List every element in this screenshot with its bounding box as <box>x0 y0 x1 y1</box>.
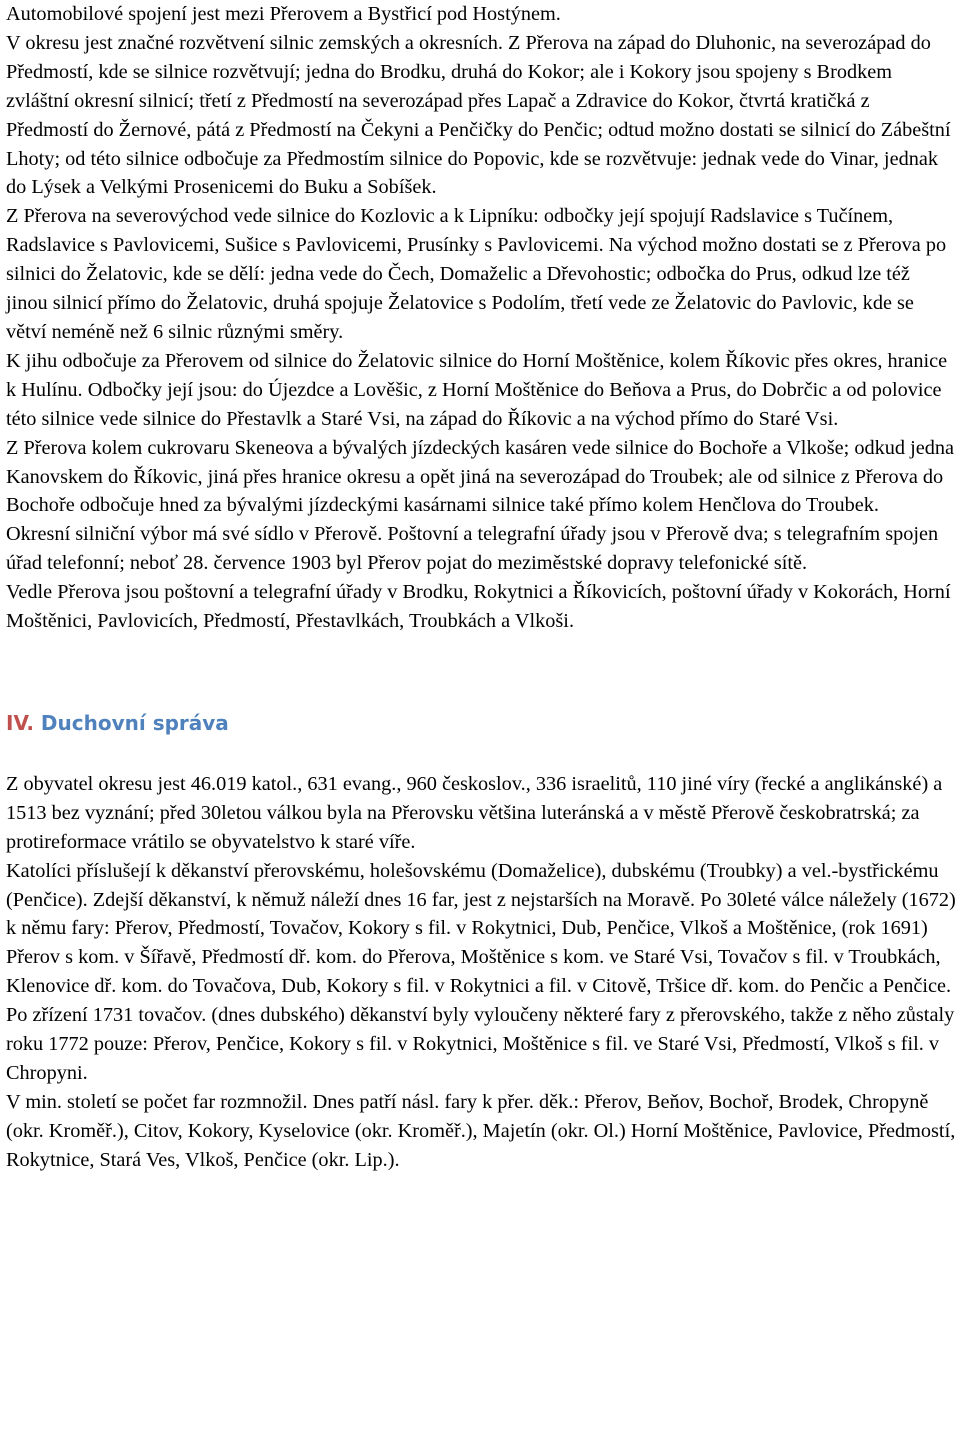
section-heading <box>6 709 956 737</box>
paragraph-deaneries: Katolíci příslušejí k děkanství přerovskému, holešovskému (Domaželice), dubskému (Troubky) a vel.-bystřickému (Penčice). Zdejší děkanství, k němuž náleží dnes 16 far, jest z nejstarších na Moravě. Po 30leté válce náležely (1672) k němu fary: Přerov, Předmostí, Tovačov, Kokory s fil. v Rokytnici, Dub, Penčice, Vlkoš a Moštěnice, (rok 1691) Přerov s kom. v Šířavě, Předmostí dř. kom. do Přerova, Moštěnice s kom. ve Staré Vsi, Tovačov s fil. v Troubkách, Klenovice dř. kom. do Tovačova, Dub, Kokory s fil. v Rokytnici a fil. v Citově, Tršice dř. kom. do Penčic a Penčice. Po zřízení 1731 tovačov. (dnes dubského) děkanství byly vyloučeny některé fary z přerovského, takže z něho zůstaly roku 1772 pouze: Přerov, Penčice, Kokory s fil. v Rokytnici, Moštěnice s fil. ve Staré Vsi, Předmostí, Vlkoš s fil. v Chropyni. <box>6 859 956 1084</box>
paragraph-automobile-connection: Automobilové spojení jest mezi Přerovem a Bystřicí pod Hostýnem. <box>6 3 561 25</box>
paragraph-northeast-roads: Z Přerova na severovýchod vede silnice do Kozlovic a k Lipníku: odbočky její spojují Radslavice s Tučínem, Radslavice s Pavlovicemi, Sušice s Pavlovicemi, Prusínky s Pavlovicemi. Na východ možno dostati se z Přerova po silnici do Želatovic, kde se dělí: jedna vede do Čech, Domaželic a Dřevohostic; odbočka do Prus, odkud lze též jinou silnicí přímo do Želatovic, druhá spojuje Želatovice s Podolím, třetí vede ze Želatovic do Pavlovic, kde se větví neméně než 6 silnic různými směry. <box>6 205 947 343</box>
section-spacer <box>6 636 956 709</box>
section-number: IV. <box>6 710 34 735</box>
paragraph-south-roads: K jihu odbočuje za Přerovem od silnice do Želatovic silnice do Horní Moštěnice, kolem Říkovic přes okres, hranice k Hulínu. Odbočky její jsou: do Újezdce a Lověšic, z Horní Moštěnice do Beňova a Prus, do Dobrčic a od polovice této silnice vede silnice do Přestavlk a Staré Vsi, na západ do Říkovic a na východ přímo do Staré Vsi. <box>6 349 948 430</box>
section-title: Duchovní správa <box>40 710 229 735</box>
paragraph-road-network: V okresu jest značné rozvětvení silnic zemských a okresních. Z Přerova na západ do Dluhonic, na severozápad do Předmostí, kde se silnice rozvětvují; jedna do Brodku, druhá do Kokor; ale i Kokory jsou spojeny s Brodkem zvláštní okresní silnicí; třetí z Předmostí na severozápad přes Lapač a Zdravice do Kokor, čtvrtá kratičká z Předmostí do Žernové, pátá z Předmostí na Čekyni a Penčičky do Penčic; odtud možno dostati se silnicí do Zábeštní Lhoty; od této silnice odbočuje za Předmostím silnice do Popovic, kde se rozvětvuje: jednak vede do Vinar, jednak do Lýsek a Velkými Prosenicemi do Buku a Sobíšek. <box>6 31 951 199</box>
document-page <box>6 0 956 1175</box>
paragraph-bochor-roads: Z Přerova kolem cukrovaru Skeneova a bývalých jízdeckých kasáren vede silnice do Bochoře a Vlkoše; odkud jedna Kanovskem do Říkovic, jiná přes hranice okresu a opět jiná na severozápad do Troubek; ale od silnice z Přerova do Bochoře odbočuje hned za bývalými jízdeckými kasárnami silnice také přímo kolem Henčlova do Troubek. <box>6 436 955 517</box>
paragraph-current-parishes: V min. století se počet far rozmnožil. Dnes patří násl. fary k přer. děk.: Přerov, Beňov, Bochoř, Brodek, Chropyně (okr. Kroměř.), Citov, Kokory, Kyselovice (okr. Kroměř.), Majetín (okr. Ol.) Horní Moštěnice, Pavlovice, Předmostí, Rokytnice, Stará Ves, Vlkoš, Penčice (okr. Lip.). <box>6 1090 956 1171</box>
heading-spacer <box>6 737 956 770</box>
paragraph-post-offices: Vedle Přerova jsou poštovní a telegrafní úřady v Brodku, Rokytnici a Říkovicích, poštovní úřady v Kokorách, Horní Moštěnici, Pavlovicích, Předmostí, Přestavlkách, Troubkách a Vlkoši. <box>6 581 951 633</box>
paragraph-road-committee: Okresní silniční výbor má své sídlo v Přerově. Poštovní a telegrafní úřady jsou v Přerově dva; s telegrafním spojen úřad telefonní; neboť 28. července 1903 byl Přerov pojat do meziměstské dopravy telefonické sítě. <box>6 523 939 575</box>
paragraph-religion-statistics: Z obyvatel okresu jest 46.019 katol., 631 evang., 960 českoslov., 336 israelitů, 110 jiné víry (řecké a anglikánské) a 1513 bez vyznání; před 30letou válkou byla na Přerovsku většina luteránská a v městě Přerově českobratrská; za protireformace vrátilo se obyvatelstvo k staré víře. <box>6 772 943 853</box>
